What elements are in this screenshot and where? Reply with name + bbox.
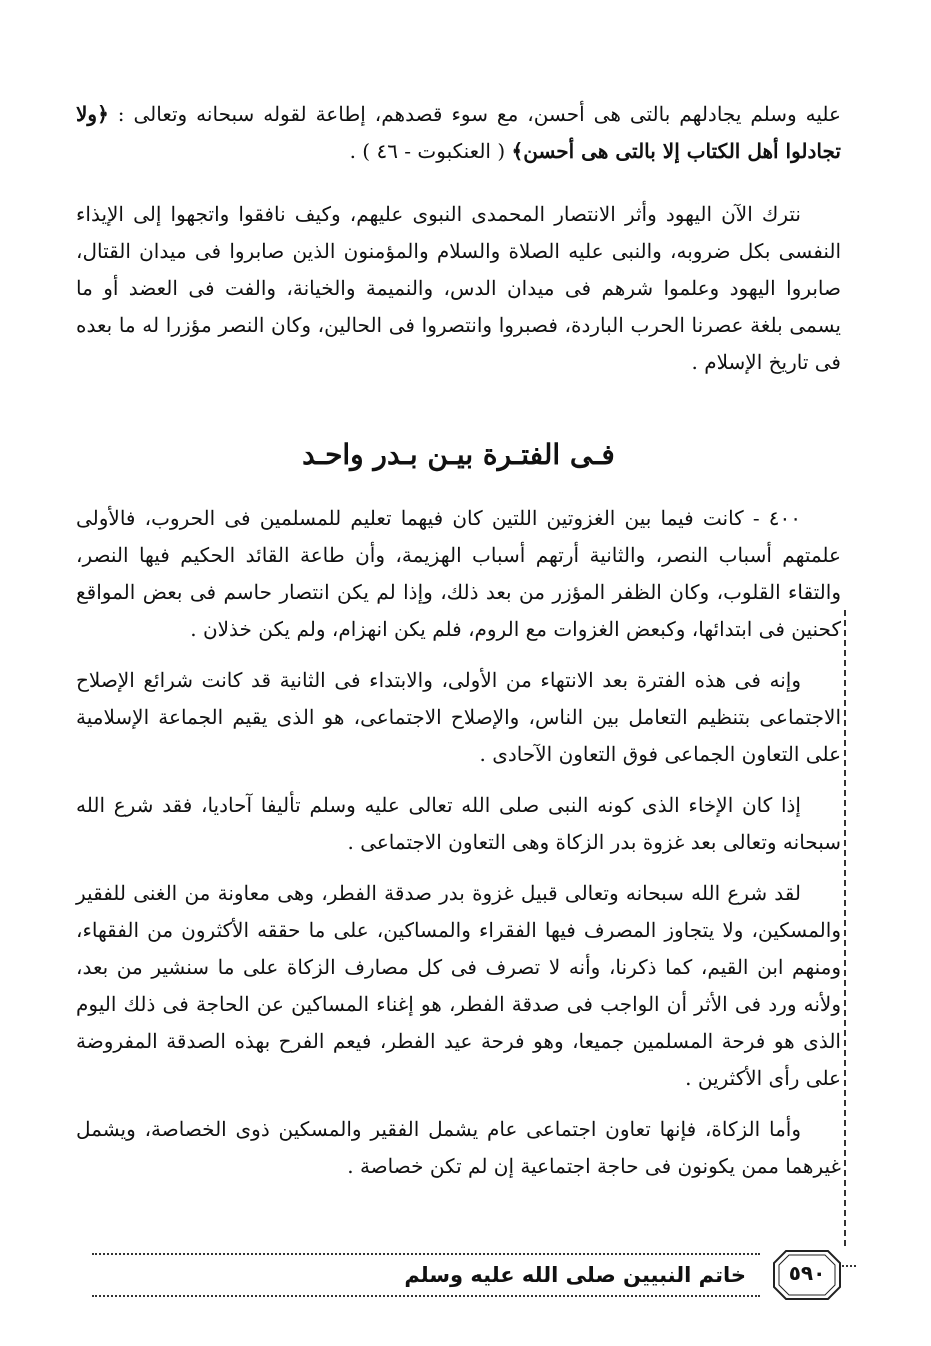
margin-decorative-rule xyxy=(844,610,846,1246)
paragraph-text: نترك الآن اليهود وأثر الانتصار المحمدى النبوى عليهم، وكيف نافقوا واتجهوا إلى الإيذاء النفسى بكل ضروبه، والنبى عليه الصلاة والسلام والمؤمنون الذين صابروا فى ميدان القتال، صابروا اليهود وعلموا شرهم فى ميدان الدس، والنميمة والخيانة، والفت فى العضد أو ما يسمى بلغة عصرنا الحرب الباردة، فصبروا وانتصروا فى الحالين، وكان النصر مؤزرا له ما بعده فى تاريخ الإسلام . xyxy=(76,202,841,374)
paragraph-zakat: وأما الزكاة، فإنها تعاون اجتماعى عام يشمل الفقير والمسكين ذوى الخصاصة، ويشمل غيرهما ممن يكونون فى حاجة اجتماعية إن لم تكن خصاصة . xyxy=(76,1117,841,1178)
page-number: ٥٩٠ xyxy=(788,1261,826,1285)
footer-divider-right xyxy=(842,1265,856,1267)
section-body xyxy=(76,500,841,1185)
quran-verse-paragraph xyxy=(76,96,841,170)
page-footer xyxy=(86,1245,856,1315)
footer-divider-top xyxy=(92,1253,760,1255)
footer-divider-bottom xyxy=(92,1295,760,1297)
paragraph-social-reform: وإنه فى هذه الفترة بعد الانتهاء من الأولى، والابتداء فى الثانية قد كانت شرائع الإصلاح الاجتماعى بتنظيم التعامل بين الناس، والإصلاح الاجتماعى، هو الذى يقيم الجماعة الإسلامية على التعاون الجماعى فوق التعاون الآحادى . xyxy=(76,668,841,766)
paragraph-zakat-al-fitr: لقد شرع الله سبحانه وتعالى قبيل غزوة بدر صدقة الفطر، وهى معاونة من الغنى للفقير والمسكين، ولا يتجاوز المصرف فيها الفقراء والمساكين، على ما حققه الأكثرون من الفقهاء، ومنهم ابن القيم، كما ذكرنا، وأنه لا تصرف فى كل مصارف الزكاة على ما سنشير من بعد، ولأنه ورد فى الأثر أن الواجب فى صدقة الفطر، هو إغناء المساكين عن الحاجة فى ذلك اليوم الذى هو فرحة المسلمين جميعا، وهو فرحة عيد الفطر، فيعم الفرح بهذه الصدقة المفروضة على رأى الأكثرين . xyxy=(76,881,841,1090)
page-number-badge xyxy=(772,1249,842,1301)
quran-verse: ﴿ولا تجادلوا أهل الكتاب إلا بالتى هى أحسن﴾ xyxy=(76,102,841,163)
paragraph-brotherhood: إذا كان الإخاء الذى كونه النبى صلى الله تعالى عليه وسلم تأليفا آحاديا، فقد شرع الله سبحانه وتعالى بعد غزوة بدر الزكاة وهى التعاون الاجتماعى . xyxy=(76,793,841,854)
paragraph-400: ٤٠٠ - كانت فيما بين الغزوتين اللتين كان فيهما تعليم للمسلمين فى الحروب، فالأولى علمتهم أسباب النصر، والثانية أرتهم أسباب الهزيمة، وأن طاعة القائد الحكيم فيها النصر، والتقاء القلوب، وكان الظفر المؤزر من بعد ذلك، وإذا لم يكن انتصار حاسم فى بعض المواقع كحنين فى ابتدائها، وكبعض الغزوات مع الروم، فلم يكن انهزام، ولم يكن خذلان . xyxy=(76,506,841,641)
book-title: خاتم النبيين صلى الله عليه وسلم xyxy=(404,1263,746,1287)
intro-paragraph xyxy=(76,96,841,170)
section-heading: فـى الفتـرة بيـن بـدر واحـد xyxy=(302,438,615,471)
intro-line-1: عليه وسلم يجادلهم بالتى هى أحسن، مع سوء قصدهم، إطاعة لقوله سبحانه وتعالى : xyxy=(108,102,841,126)
jews-paragraph xyxy=(76,196,841,381)
verse-reference: ( العنكبوت - ٤٦ ) . xyxy=(349,139,512,163)
